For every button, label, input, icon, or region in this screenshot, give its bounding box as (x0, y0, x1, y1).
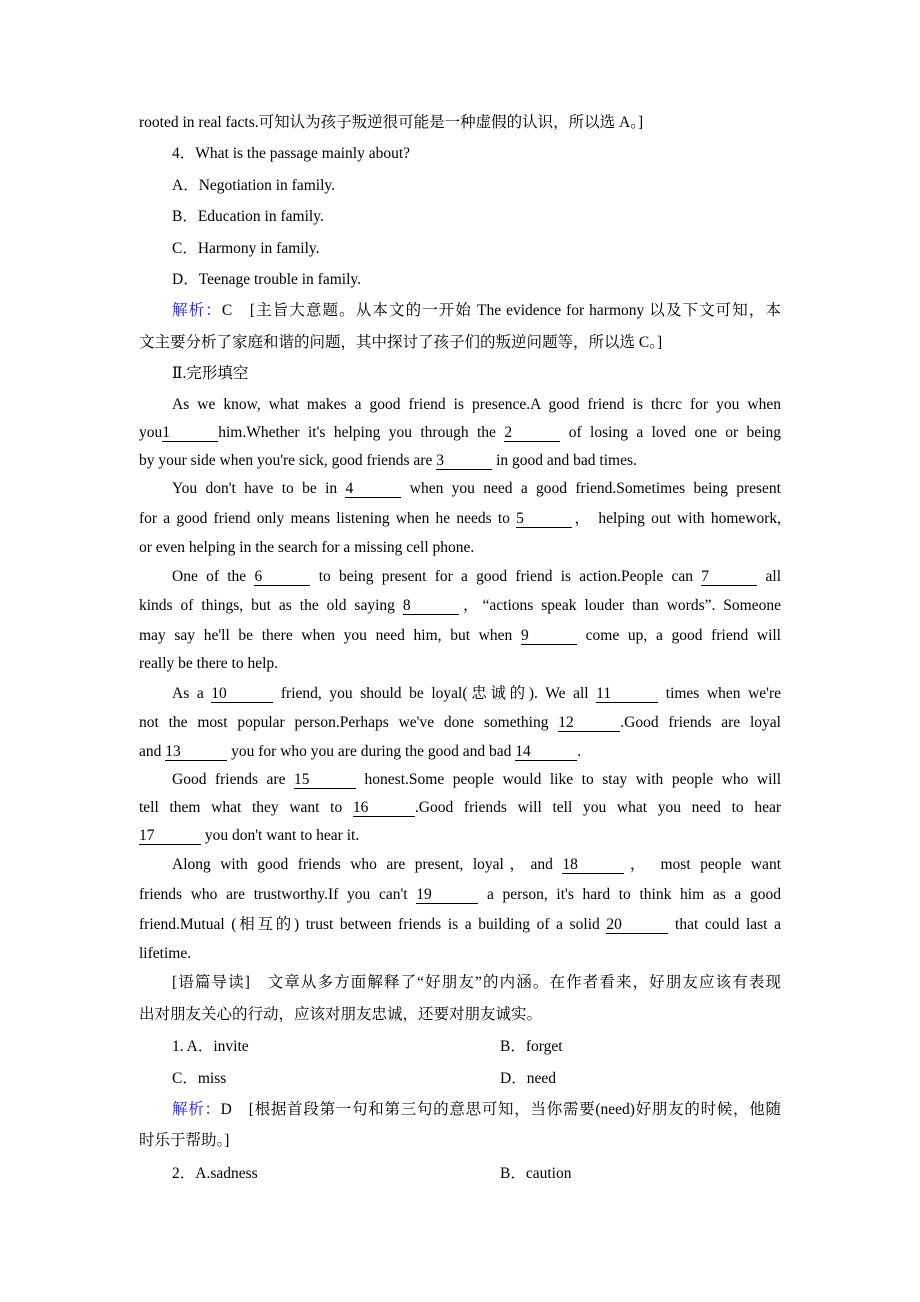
cloze-blank-9: 9 (521, 627, 577, 645)
text-line (172, 363, 781, 385)
cloze-blank-5: 5 (516, 510, 572, 528)
text-line (139, 625, 781, 647)
text-segment: you for who you are during the good and bad (227, 743, 516, 760)
text-segment: A．Negotiation in family. (172, 177, 336, 194)
text-segment: C [主旨大意题。从本文的一开始 The evidence for harmony 以及下文可知，本 (221, 302, 781, 319)
text-line (172, 566, 781, 588)
text-line (139, 422, 781, 444)
text-line (172, 238, 781, 260)
text-segment: lifetime. (139, 945, 192, 962)
text-line (139, 508, 781, 530)
text-line (139, 825, 781, 847)
text-line (172, 854, 781, 876)
text-line (172, 478, 781, 500)
text-line (172, 1099, 781, 1121)
text-segment: ，“actions speak louder than words”. Someone (458, 597, 781, 614)
text-line (139, 884, 781, 906)
text-segment: by your side when you're sick, good friends are (139, 452, 437, 469)
text-segment: tell them what they want to (139, 799, 353, 816)
text-segment: [语篇导读] 文章从多方面解释了“好朋友”的内涵。在作者看来，好朋友应该有表现 (172, 974, 781, 991)
text-segment: C．miss (172, 1070, 227, 1087)
text-line (139, 450, 781, 472)
text-segment: of losing a loved one or being (560, 424, 781, 441)
text-segment: may say he'll be there when you need him, but when (139, 627, 521, 644)
text-segment: really be there to help. (139, 655, 279, 672)
text-segment: .Good friends are loyal (620, 714, 781, 731)
cloze-blank-13: 13 (165, 743, 227, 761)
cloze-blank-1: 1 (162, 424, 218, 442)
cloze-blank-20: 20 (606, 916, 668, 934)
text-line (139, 797, 781, 819)
text-segment: B．Education in family. (172, 208, 324, 225)
text-segment: friend.Mutual (相互的) trust between friends is a building of a solid (139, 916, 607, 933)
text-segment: Good friends are (172, 771, 295, 788)
text-line (172, 143, 781, 165)
cloze-blank-3: 3 (436, 452, 492, 470)
text-segment: One of the (172, 568, 255, 585)
cloze-blank-11: 11 (596, 685, 658, 703)
text-segment: that could last a (668, 916, 781, 933)
text-segment: friend, you should be loyal(忠诚的). We all (273, 685, 597, 702)
text-line (172, 1068, 472, 1090)
text-line (139, 332, 781, 354)
cloze-blank-7: 7 (701, 568, 757, 586)
text-segment: 文主要分析了家庭和谐的问题，其中探讨了孩子们的叛逆问题等，所以选 C。] (139, 334, 663, 351)
cloze-blank-4: 4 (345, 480, 401, 498)
option-right: B．caution (500, 1165, 572, 1182)
text-segment: friends who are trustworthy.If you can't (139, 886, 417, 903)
text-line (139, 112, 781, 134)
text-segment: or even helping in the search for a missing cell phone. (139, 539, 475, 556)
text-segment: kinds of things, but as the old saying (139, 597, 403, 614)
text-segment: when you need a good friend.Sometimes being present (401, 480, 781, 497)
text-segment: C．Harmony in family. (172, 240, 320, 257)
text-line (139, 943, 781, 965)
text-segment: him.Whether it's helping you through the (218, 424, 505, 441)
text-line (139, 712, 781, 734)
text-segment: 4．What is the passage mainly about? (172, 145, 411, 162)
cloze-blank-12: 12 (558, 714, 620, 732)
text-segment: not the most popular person.Perhaps we've done something (139, 714, 559, 731)
text-line (172, 769, 781, 791)
text-segment: rooted in real facts.可知认为孩子叛逆很可能是一种虚假的认识，所以选 A。] (139, 114, 644, 131)
text-segment: ， most people want (624, 856, 781, 873)
text-segment: honest.Some people would like to stay with people who will (356, 771, 782, 788)
text-line (139, 914, 781, 936)
text-segment: you (139, 424, 163, 441)
text-segment: 时乐于帮助。] (139, 1132, 230, 1149)
text-segment: times when we're (658, 685, 782, 702)
text-segment: D．Teenage trouble in family. (172, 271, 362, 288)
text-segment: a person, it's hard to think him as a good (478, 886, 781, 903)
analysis-label: 解析： (172, 302, 222, 319)
text-line (172, 683, 781, 705)
text-segment: You don't have to be in (172, 480, 346, 497)
option-right: D．need (500, 1070, 556, 1087)
text-segment: Along with good friends who are present, loyal，and (172, 856, 563, 873)
cloze-blank-10: 10 (211, 685, 273, 703)
text-segment: for a good friend only means listening when he needs to (139, 510, 517, 527)
text-segment: to being present for a good friend is action.People can (310, 568, 702, 585)
text-line (139, 653, 781, 675)
text-line (172, 1036, 472, 1058)
cloze-blank-14: 14 (515, 743, 577, 761)
cloze-blank-18: 18 (562, 856, 624, 874)
text-line (139, 595, 781, 617)
analysis-label: 解析： (172, 1101, 221, 1118)
text-segment: 1. A．invite (172, 1038, 249, 1055)
text-segment: 出对朋友关心的行动，应该对朋友忠诚，还要对朋友诚实。 (139, 1006, 543, 1023)
text-segment: .Good friends will tell you what you need to hear (414, 799, 781, 816)
cloze-blank-17: 17 (139, 827, 201, 845)
cloze-blank-19: 19 (416, 886, 478, 904)
text-line (139, 1130, 781, 1152)
text-line (172, 206, 781, 228)
text-segment: As we know, what makes a good friend is presence.A good friend is thcrc for you when (172, 396, 781, 413)
option-right: B．forget (500, 1038, 563, 1055)
cloze-blank-8: 8 (403, 597, 459, 615)
text-line (172, 1163, 472, 1185)
text-segment: Ⅱ.完形填空 (172, 365, 249, 382)
text-line (172, 175, 781, 197)
text-segment: . (577, 743, 582, 760)
text-line (172, 269, 781, 291)
cloze-blank-16: 16 (353, 799, 415, 817)
cloze-blank-15: 15 (294, 771, 356, 789)
cloze-blank-2: 2 (504, 424, 560, 442)
text-line (172, 300, 781, 322)
text-segment: in good and bad times. (492, 452, 637, 469)
text-segment: you don't want to hear it. (201, 827, 360, 844)
text-segment: As a (172, 685, 212, 702)
text-line (139, 741, 781, 763)
text-segment: all (757, 568, 781, 585)
text-segment: and (139, 743, 166, 760)
text-segment: ， helping out with homework, (572, 510, 781, 527)
text-segment: D [根据首段第一句和第三句的意思可知，当你需要(need)好朋友的时候，他随 (220, 1101, 781, 1118)
text-line (139, 537, 781, 559)
text-segment: come up, a good friend will (576, 627, 781, 644)
text-line (172, 972, 781, 994)
text-segment: 2．A.sadness (172, 1165, 258, 1182)
text-line (139, 1004, 781, 1026)
text-line (172, 394, 781, 416)
cloze-blank-6: 6 (254, 568, 310, 586)
